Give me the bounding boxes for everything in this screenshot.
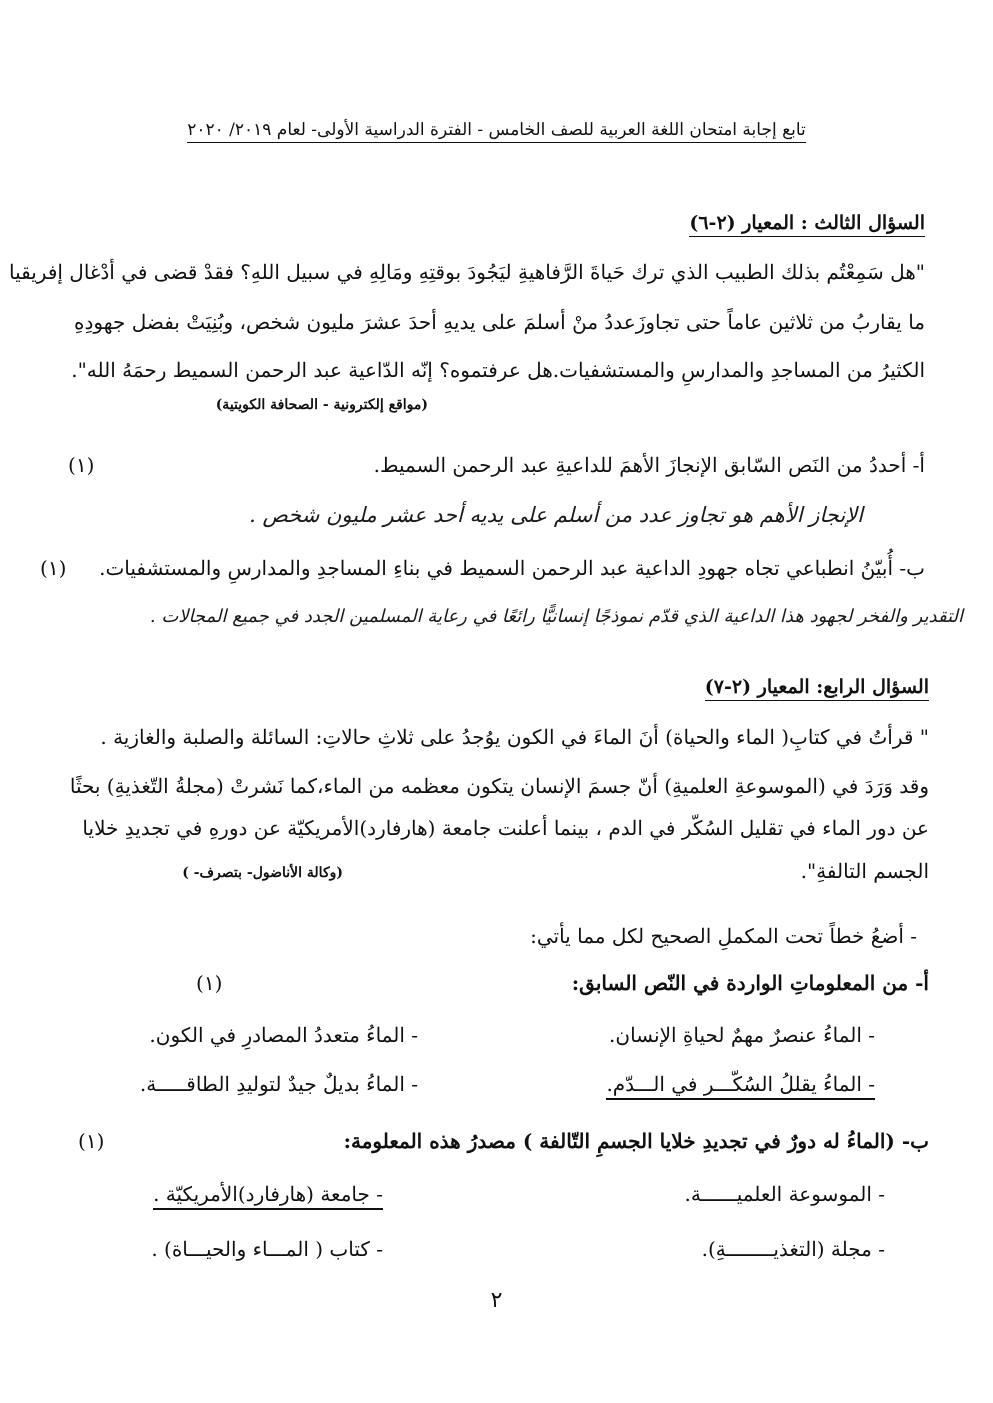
q3b-question: ب- أُبيّنُ انطباعي تجاه جهودِ الداعية عبد الرحمن السميط في بناءِ المساجدِ والمدارسِ والمستشفيات. <box>99 556 925 580</box>
q4a-option-3-selected[interactable]: - الماءُ يقللُ السُكّـــر في الـــدّم. <box>606 1074 875 1100</box>
q4-passage-line-2: وقد وَرَدَ في (الموسوعةِ العلميةِ) أنّ جسمَ الإنسان يتكون معظمه من الماء،كما نَشرتْ (مجلةُ التّغذيةِ) بحثًا <box>69 774 929 798</box>
q3b-mark: (١) <box>40 556 67 580</box>
q3a-handwritten-answer: الإنجاز الأهم هو تجاوز عدد من أسلم على يديه أحد عشر مليون شخص . <box>249 503 863 527</box>
q4-passage-line-4: الجسم التالفةِ". <box>800 859 929 883</box>
q3-title: السؤال الثالث : المعيار (٢-٦) <box>689 212 925 237</box>
q4b-mark: (١) <box>78 1129 105 1153</box>
q4-passage-line-1: " قرأتُ في كتابِ( الماء والحياة) أنَ الماءَ في الكون يوُجدُ على ثلاثِ حالاتِ: السائلة والصلبة والغازية . <box>100 725 929 749</box>
q3-passage-line-3: الكثيرُ من المساجدِ والمدارسِ والمستشفيات.هل عرفتموه؟ إنّه الدّاعية عبد الرحمن السميط رحمَهُ الله". <box>71 358 925 382</box>
header-title: تابع إجابة امتحان اللغة العربية للصف الخامس - الفترة الدراسية الأولى- لعام ٢٠١٩/ ٢٠٢٠ <box>187 120 806 143</box>
q3a-mark: (١) <box>68 453 95 477</box>
q3-title-wrap <box>689 214 925 233</box>
page-number: ٢ <box>490 1288 503 1313</box>
q3b-handwritten-answer: التقدير والفخر لجهود هذا الداعية الذي قدّم نموذجًا إنسانيًّا رائعًا في رعاية المسلمين الجدد في جميع المجالات . <box>149 606 963 627</box>
q4-instruction: - أضعُ خطاً تحت المكملِ الصحيح لكل مما يأتي: <box>530 924 917 948</box>
q3-source: (مواقع إلكترونية - الصحافة الكويتية) <box>215 397 428 413</box>
q4-source: (وكالة الأناضول- بتصرف- ) <box>182 865 343 881</box>
q4b-option-4[interactable]: - كتاب ( المـــاء والحيـــاة) . <box>151 1237 383 1261</box>
q4-title-wrap <box>705 678 929 697</box>
q4b-option-2-selected[interactable]: - جامعة (هارفارد)الأمريكيّة . <box>153 1184 383 1210</box>
q4a-option-2[interactable]: - الماءُ متعددُ المصادرِ في الكون. <box>149 1023 418 1047</box>
q3-passage-line-1: "هل سَمِعْتُم بذلك الطبيب الذي ترك حَياةَ الرَّفاهيةِ ليَجُودَ بوقتِهِ ومَالِهِ في سبيل اللهِ؟ فقدْ قضى في أدْغال إفريقيا <box>8 260 925 284</box>
q4a-mark: (١) <box>196 971 223 995</box>
q4a-question: أ- من المعلوماتِ الواردة في النّص السابق: <box>571 971 929 995</box>
page-header <box>0 122 993 139</box>
q4b-question: ب- (الماءُ له دورٌ في تجديدِ خلايا الجسمِ التّالفة ) مصدرُ هذه المعلومة: <box>343 1129 929 1153</box>
q4b-option-1[interactable]: - الموسوعة العلميــــــة. <box>684 1182 885 1206</box>
q4a-option-4[interactable]: - الماءُ بديلٌ جيدٌ لتوليدِ الطاقـــــة. <box>139 1072 418 1096</box>
q3a-question: أ- أحددُ من النَص السّابق الإنجازَ الأهمَ للداعيةِ عبد الرحمن السميط. <box>373 453 925 477</box>
q3-passage-line-2: ما يقاربُ من ثلاثين عاماً حتى تجاوزَعددُ منْ أسلمَ على يديهِ أحدَ عشرَ مليون شخص، وبُنِيَتْ بفضل جهودِهِ <box>74 310 925 334</box>
q4-title: السؤال الرابع: المعيار (٢-٧) <box>705 676 929 701</box>
q4-passage-line-3: عن دور الماء في تقليل السُكّر في الدم ، بينما أعلنت جامعة (هارفارد)الأمريكيّة عن دورهِ في تجديدِ خلايا <box>82 816 929 840</box>
q4a-option-1[interactable]: - الماءُ عنصرٌ مهمٌ لحياةِ الإنسان. <box>609 1023 875 1047</box>
q4b-option-3[interactable]: - مجلة (التغذيــــــــةِ). <box>701 1237 885 1261</box>
